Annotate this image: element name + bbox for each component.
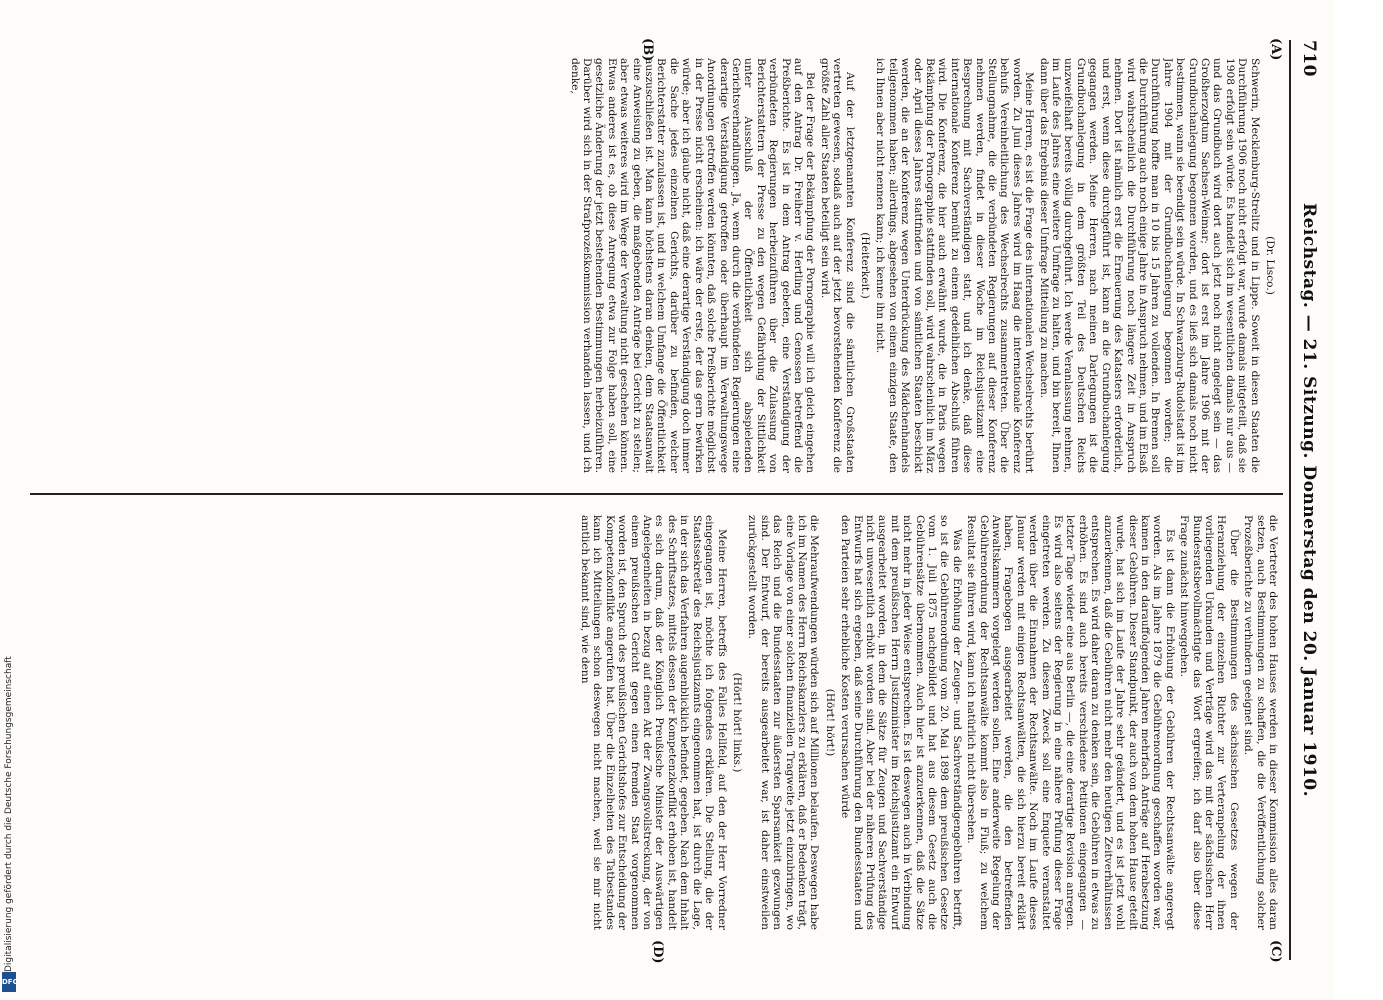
- paragraph: Schwerin, Mecklenburg-Strelitz und in Lippe. Soweit in diesen Staaten die Durchführung 1906 noch nicht erfolgt war, wurde damals mitgeteilt, daß sie 1908 erfolgt sein würde. Es handelt sich im wesentlichen damals nur aus — und das Grundbuch wird dort auch jetzt noch nicht angelegt sein — das Großherzogtum Sachsen-Weimar; dort ist erst im Jahre 1906 mit der Grundbuchanlegung begonnen worden, und es ließ sich damals noch nicht bestimmen, wann sie beendigt sein würde. In Schwarzburg-Rudolstadt ist im Jahre 1904 mit der Grundbuchanlegung begonnen worden; die Durchführung hoffte man in 10 bis 15 Jahren zu vollenden. In Bremen soll die Durchführung auch noch einige Jahre in Anspruch nehmen, und im Elsaß wird wahrscheinlich die Durchführung noch längere Zeit in Anspruch nehmen. Dort ist nämlich erst die Erneuerung des Katasters erforderlich, und erst, wenn diese durchgeführt ist, kann an die Grundbuchanlegung gegangen werden. Meine Herren, nach meinen Darlegungen ist die Grundbuchanlegung in dem größten Teil des Deutschen Reichs unzweifelhaft bereits völlig durchgeführt. Ich werde Veranlassung nehmen, im Laufe des Jahres eine weitere Umfrage zu halten, und bin bereit, Ihnen dann über das Ergebnis dieser Umfrage Mitteilung zu machen.: [1037, 58, 1261, 473]
- paragraph: Meine Herren, es ist die Frage des internationalen Wechselrechts berührt worden. Zu Juni dieses Jahres wird im Haag die internationale Konferenz behufs Vereinheitlichung des Wechselrechts zusammentreten. Über die Stellungnahme, die die verbündeten Regierungen auf dieser Konferenz nehmen werden, findet in dieser Woche im Reichsjustizamt eine Besprechung mit Sachverständigen statt, und ich denke, daß diese internationale Konferenz bemüht zu einem gedeihlichen Abschluß führen wird. Die Konferenz, die hier auch erwähnt wurde, die in Paris wegen Bekämpfung der Pornographie stattfinden soll, wird wahrscheinlich im März oder April dieses Jahres stattfinden und von sämtlichen Staaten beschickt werden, die an der Konferenz wegen Unterdrückung des Mädchenhandels teilgenommen haben; allerdings, abgesehen von einem einzigen Staate, den ich Ihnen aber nicht nennen kann; ich kenne ihn nicht.: [874, 58, 1036, 473]
- header-rule: [1289, 40, 1291, 960]
- dfg-logo: DFG: [2, 972, 16, 992]
- interjection: (Hört! hört! links.): [730, 672, 743, 773]
- credit-text: Digitalisierung gefördert durch die Deutsche Forschungsgemeinschaft: [4, 656, 14, 972]
- paragraph: Meine Herren, betreffs des Falles Hellfeld, auf den der Herr Vorredner eingegangen ist, möchte ich folgendes erklären. Die Stellung, die der Staatssekretär des Reichsjustizamts eingenommen hat, ist durch die Lage, in der sich das Verfahren augenblicklich befindet, gegeben. Nach dem Inhalt des Schriftsatzes, mittels dessen der Kompetenzkonflikt erhoben ist, handelt es sich darum, daß der Königlich Preußische Minister der Auswärtigen Angelegenheiten in bezug auf einen Akt der Zwangsvollstreckung, der von einem preußischen Gericht gegen einen fremden Staat vorgenommen worden ist, den Spruch des preußischen Gerichtshofes zur Entscheidung der Kompetenzkonflikte angerufen hat. Über die Einzelheiten des Tatbestandes kann ich Mitteilungen schon deswegen nicht machen, weil sie mir nicht amtlich bekannt sind, wie denn: [579, 515, 728, 930]
- interjection: (Heiterkeit.): [859, 232, 871, 299]
- page-title: Reichstag. — 21. Sitzung. Donnerstag den 20. Januar 1910.: [1299, 202, 1319, 798]
- speaker-label: (Dr. Lisco.): [1264, 236, 1276, 295]
- margin-marker-a: (A): [1268, 38, 1283, 61]
- page-number: 710: [1299, 40, 1319, 77]
- paragraph: Bei der Frage der Bekämpfung der Pornographie will ich gleich eingehen auf den Antrag Dr. Freiherr v. Hertling und Genossen betreffend die Preßberichte. Es ist in dem Antrag gebeten, eine Verständigung der verbündeten Regierungen herbeizuführen über die Zulassung von Berichterstattern der Presse zu den wegen Gefährdung der Sittlichkeit unter Ausschluß der Öffentlichkeit sich abspielenden Gerichtsverhandlungen. Ja, wenn durch die verbündeten Regierungen eine derartige Verständigung getroffen oder überhaupt im Verwaltungswege Anordnungen getroffen werden könnten, daß solche Preßberichte möglichst in der Presse nicht erscheinen: ich wäre der erste, der das gern bewirken würde; aber ich glaube nicht, daß eine derartige Verständigung doch immer die Sache jedes einzelnen Gerichts, darüber zu befinden, welcher Berichterstatter zuzulassen ist, und in welchem Umfange die Öffentlichkeit auszuschließen ist. Man kann höchstens daran denken, dem Staatsanwalt eine Anweisung zu geben, die maßgebenden Anträge bei Gericht zu stellen; aber etwas weiteres wird im Wege der Verwaltung nicht geschehen können. Etwas anderes ist es, ob diese Anregung etwa zur Folge haben soll, eine gesetzliche Änderung der jetzt bestehenden Bestimmungen herbeizuführen. Darüber wird sich in der Strafprozeßkommission verhandeln lassen, und ich denke,: [568, 58, 817, 473]
- page-header: [1291, 40, 1325, 960]
- margin-marker-d: (D): [650, 940, 665, 964]
- paragraph: Über die Bestimmungen des sächsischen Gesetzes wegen der Heranziehung der einzelnen Richter zur Verteranpelung der ihnen vorliegenden Urkunden und Verträge wird das mit der sächsischen Herr Bundesratsbevollmächtigte das Wort ergreifen; ich darf also über diese Frage zunächst hinweggehen.: [1178, 515, 1240, 930]
- margin-marker-c: (C): [1268, 940, 1283, 963]
- left-column: [30, 58, 1279, 473]
- paragraph: Auf der letztgenannten Konferenz sind die sämtlichen Großstaaten vertreten gewesen, sodaß auch auf der jetzt bevorstehenden Konferenz die größte Zahl aller Staaten beteiligt sein wird.: [818, 58, 856, 473]
- right-column: [30, 515, 1279, 930]
- margin-marker-b: (B): [640, 38, 655, 62]
- paragraph: Was die Erhöhung der Zeugen- und Sachverständigengebühren betrifft, so ist die Gebührenordnung vom 20. Mai 1898 dem preußischen Gesetze vom 1. Juli 1875 nachgebildet und hat aus diesem Gesetz auch die Gebührensätze übernommen. Auch hier ist anzuerkennen, daß die Sätze nicht mehr in jeder Weise entsprechen. Es ist deswegen auch in Verbindung mit dem preußischen Herrn Justizminister im Reichsjustizamt ein Entwurf ausgearbeitet worden, in dem die Sätze für Zeugen und Sachverständige nicht unwesentlich erhöht worden sind. Aber bei der näheren Prüfung des Entwurfs hat sich ergeben, daß seine Durchführung den Bundesstaaten und den Parteien sehr erhebliche Kosten verursachen würde: [839, 515, 963, 930]
- interjection: (Hört! hört!): [823, 688, 836, 757]
- paragraph: Es ist dann die Erhöhung der Gebühren der Rechtsanwälte angeregt worden. Als im Jahre 1879 die Gebührenordnung geschaffen worden war, kamen in den darauffolgenden Jahren mehrfach Anträge auf Herabsetzung dieser Gebühren. Dieser Standpunkt, der auch von dem hohen Hause geteilt wurde, hat sich im Laufe der Jahre sehr geändert, und es ist jetzt wohl anzuerkennen, daß die Gebühren nicht mehr den heutigen Zeitverhältnissen entsprechen. Es wird daher daran zu denken sein, die Gebühren in etwas zu erhöhen. Es sind auch bereits verschiedene Petitionen eingegangen — letzter Tage wieder eine aus Berlin —, die eine derartige Revision anregen. Es wird also seitens der Regierung in eine nähere Prüfung dieser Frage eingetreten werden. Zu diesem Zweck soll eine Enquete veranstaltet werden über die Einnahmen der Rechtsanwälte. Noch im Laufe dieses Januar werden mit einigen Rechtsanwälten, die sich hierzu bereit erklärt haben, Fragebogen ausgearbeitet werden, die den betreffenden Anwaltskammern vorgelegt werden sollen. Eine anderweite Regelung der Gebührenordnung der Rechtsanwälte kommt also in Fluß; zu welchem Resultat sie führen wird, kann ich natürlich nicht übersehen.: [965, 515, 1176, 930]
- column-divider: [30, 493, 1283, 495]
- digitization-credit: [2, 600, 16, 992]
- paragraph: die Mehraufwendungen würden sich auf Millionen belaufen. Deswegen habe ich im Namen des Herrn Reichskanzlers zu erklären, daß er Bedenken trägt, eine Vorlage von einer solchen finanziellen Tragweite jetzt einzubringen, wo das Reich und die Bundesstaaten zur äußersten Sparsamkeit gezwungen sind. Der Entwurf, der bereits ausgearbeitet war, ist daher einstweilen zurückgestellt worden.: [746, 515, 821, 930]
- paragraph: die Vertreter des hohen Hauses werden in dieser Kommission alles daran setzen, auch Bestimmungen zu schaffen, die die Veröffentlichung solcher Prozeßberichte zu verhindern geeignet sind.: [1242, 515, 1279, 930]
